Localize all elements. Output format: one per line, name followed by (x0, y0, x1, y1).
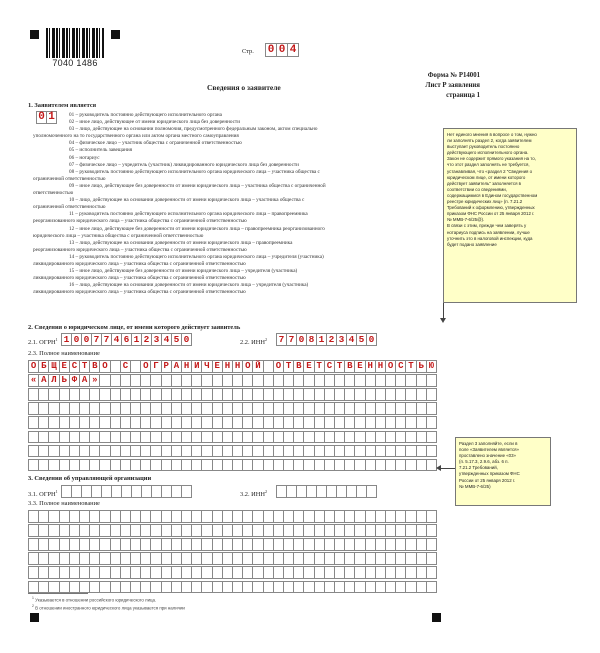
name-char-cell[interactable]: Ч (201, 360, 212, 373)
note-line: действующего исполнительного органа. (447, 150, 529, 156)
footnote-2 (32, 604, 185, 610)
name-char-cell[interactable]: С (120, 360, 131, 373)
note-line: действует заявитель" заполняется в (447, 180, 521, 186)
sheet-label: Лист Р заявления (425, 82, 480, 89)
applicant-option: 03 – лицо, действующее на основании полномочия, предусмотренного федеральным законом, актом специально (69, 126, 318, 133)
ogrn-digit[interactable]: 3 (151, 333, 162, 346)
applicant-options-list (33, 112, 434, 296)
ogrn-digit[interactable]: 7 (101, 333, 112, 346)
corner-marker-bottom-right (432, 613, 441, 622)
applicant-option: 12 – иное лицо, действующее без доверенности от имени юридического лица – правопреемника реорганизованного (69, 225, 325, 232)
applicant-option: 08 – руководитель постоянно действующего исполнительного органа юридического лица – участника общества с (69, 168, 320, 175)
applicant-option: 05 – исполнитель завещания (69, 147, 133, 154)
name-char-cell[interactable]: О (385, 360, 396, 373)
page-number-digit: 0 (276, 43, 288, 57)
ogrn-footnote-mark: 1 (55, 489, 58, 494)
note-line: Требований к оформлению, утвержденных (447, 205, 535, 211)
note-line: № ММВ-7-6/25) (459, 483, 491, 489)
note-arrow-head-icon (436, 465, 441, 471)
note-line: 7.21.2 Требований, (459, 465, 498, 471)
applicant-code-cells[interactable] (36, 111, 56, 124)
ogrn-digit[interactable]: 6 (121, 333, 132, 346)
inn-digit[interactable]: 0 (366, 333, 377, 346)
applicant-option: ликвидированного юридического лица – участника общества с ограниченной ответственностью (33, 289, 246, 296)
note-line: (п. 5.17.3, 2.9.6, абз. 6 п. (459, 459, 509, 465)
ogrn-digit[interactable]: 5 (171, 333, 182, 346)
sheet-page: страница 1 (446, 92, 480, 99)
name-char-cell[interactable]: Ь (59, 374, 70, 387)
section3-title: 3. Сведения об управляющей организации (28, 475, 152, 482)
name-char-cell[interactable] (426, 581, 437, 594)
ogrn-footnote-mark: 1 (55, 337, 58, 342)
applicant-option: юридического лица – участника общества с ограниченной ответственностью (33, 232, 204, 239)
name-char-cell[interactable]: Т (334, 360, 345, 373)
inn-label (240, 337, 267, 346)
name-char-cell[interactable]: Т (314, 360, 325, 373)
applicant-option: 07 – физическое лицо – учредитель (участник) ликвидированного юридического лица без доверенности (69, 161, 299, 168)
name-char-cell[interactable]: О (28, 360, 39, 373)
name-char-cell[interactable]: С (395, 360, 406, 373)
applicant-option: 04 – физическое лицо – участник общества с ограниченной ответственностью (69, 140, 242, 147)
footnote-mark: 2 (32, 604, 34, 608)
note-line: Закон не содержит прямого указания на то, (447, 156, 536, 162)
name-char-cell[interactable] (426, 388, 437, 401)
inn-footnote-mark: 2 (265, 489, 268, 494)
inn-digit[interactable]: 8 (306, 333, 317, 346)
name-char-cell[interactable]: Е (59, 360, 70, 373)
applicant-option: 15 – иное лицо, действующее без доверенности от имени юридического лица – учредителя (участника) (69, 268, 298, 275)
name-char-cell[interactable]: О (242, 360, 253, 373)
note-line: поле «Заявителем является» (459, 447, 519, 453)
note-line: реестре юридических лиц» (п. 7.21.2 (447, 199, 523, 205)
applicant-option: ликвидированного юридического лица – участника общества с ограниченной ответственностью (33, 260, 246, 267)
applicant-option: 10 – лицо, действующее на основании доверенности от имени юридического лица – участника общества с (69, 197, 305, 204)
applicant-option: ответственностью (33, 190, 74, 197)
inn-digit[interactable]: 5 (356, 333, 367, 346)
section2-title: 2. Сведения о юридическом лице, от имени которого действует заявитель (28, 324, 241, 331)
comment-note-section2 (443, 128, 577, 303)
applicant-code-digit[interactable]: 1 (46, 111, 57, 124)
name-char-cell[interactable] (426, 374, 437, 387)
name-char-cell[interactable]: Л (48, 374, 59, 387)
section1-title: 1. Заявителем является (28, 102, 97, 109)
applicant-option: ликвидированного юридического лица – участника общества с ограниченной ответственностью (33, 275, 246, 282)
name-char-cell[interactable]: С (324, 360, 335, 373)
ogrn-digit[interactable]: 4 (161, 333, 172, 346)
name-char-cell[interactable] (426, 566, 437, 579)
name-char-cell[interactable] (426, 431, 437, 444)
ogrn-label-text: 2.1. ОГРН (28, 339, 56, 347)
name-char-cell[interactable]: Е (303, 360, 314, 373)
name-char-cell[interactable]: И (191, 360, 202, 373)
applicant-option: 06 – нотариус (69, 154, 100, 161)
full-name-label: 2.3. Полное наименование (28, 350, 100, 357)
footnote-1 (32, 596, 156, 602)
note-line: выступает руководитель постоянно (447, 144, 520, 150)
name-char-cell[interactable]: Г (150, 360, 161, 373)
applicant-option: 16 – лицо, действующее на основании доверенности от имени юридического лица – учредителя (участника) (69, 282, 309, 289)
inn-digit[interactable]: 4 (346, 333, 357, 346)
ogrn-label-text: 3.1. ОГРН (28, 491, 56, 499)
note-line: Раздел 3 заполняйте, если в (459, 441, 518, 446)
note-line: юридическом лице, от имени которого (447, 174, 526, 180)
name-char-cell[interactable] (426, 552, 437, 565)
note-line: ли заполнять раздел 2, когда заявителем (447, 138, 532, 144)
inn-digit[interactable]: 2 (326, 333, 337, 346)
page-title: Сведения о заявителе (207, 83, 281, 92)
ogrn-cells[interactable] (61, 333, 191, 346)
applicant-option: ограниченной ответственностью (33, 175, 106, 182)
note-line: России от 25 января 2012 г. (459, 477, 516, 483)
inn-label-text: 2.2. ИНН (240, 339, 266, 347)
note-line: проставлено значение «03» (459, 453, 517, 459)
ogrn-digit[interactable]: 0 (181, 333, 192, 346)
name-char-cell[interactable]: Н (181, 360, 192, 373)
applicant-option: 09 – иное лицо, действующее без доверенности от имени юридического лица – участника общества с ограниченной (69, 182, 326, 189)
ogrn-digit[interactable]: 0 (81, 333, 92, 346)
applicant-option: уполномоченного на то государственного органа или актом органа местного самоуправления (33, 133, 239, 140)
name-char-cell[interactable]: Е (212, 360, 223, 373)
empty-digit-cell[interactable] (181, 485, 192, 498)
barcode-number: 7040 1486 (52, 58, 98, 68)
name-char-cell[interactable]: О (140, 360, 151, 373)
name-char-cell[interactable]: « (28, 374, 39, 387)
ogrn-digit[interactable]: 1 (131, 333, 142, 346)
footnote-text: В отношении иностранного юридического лица указывается при наличии (35, 605, 185, 611)
name-char-cell[interactable]: В (89, 360, 100, 373)
name-char-cell[interactable]: Н (222, 360, 233, 373)
note-line: приказом ФНС России от 25 января 2012 г. (447, 211, 535, 217)
inn-digit[interactable]: 0 (296, 333, 307, 346)
name-char-cell[interactable]: Т (79, 360, 90, 373)
note-line: утвержденных приказом ФНС (459, 471, 520, 477)
name-char-cell[interactable]: Ф (69, 374, 80, 387)
name-char-cell[interactable] (426, 538, 437, 551)
name-char-cell[interactable]: » (89, 374, 100, 387)
name-char-cell[interactable]: Е (354, 360, 365, 373)
page-number-digit: 0 (265, 43, 277, 57)
comment-note-section3 (455, 437, 551, 506)
name-char-cell[interactable]: Й (252, 360, 263, 373)
page-number-digit: 4 (287, 43, 299, 57)
inn-cells[interactable] (276, 333, 376, 346)
corner-marker-top-right (111, 30, 120, 39)
name-char-cell[interactable]: О (99, 360, 110, 373)
note-line: соответствии со сведениями, (447, 186, 507, 192)
name-char-cell[interactable] (426, 445, 437, 458)
note-line: В связи с этим, прежде чем заверять у (447, 223, 527, 229)
name-char-cell[interactable]: А (171, 360, 182, 373)
page-label: Стр. (242, 48, 254, 55)
full-name-label: 3.3. Полное наименование (28, 500, 100, 507)
barcode (46, 28, 104, 58)
footnote-text: Указывается в отношении российского юридического лица. (35, 597, 157, 603)
inn-footnote-mark: 2 (265, 337, 268, 342)
management-ogrn-cells[interactable] (61, 485, 191, 498)
name-char-cell[interactable]: А (79, 374, 90, 387)
note-line: что этот раздел заполнять не требуется, (447, 162, 530, 168)
note-line: содержащимися в Едином государственном (447, 192, 538, 198)
ogrn-label (28, 337, 58, 346)
management-inn-cells[interactable] (276, 485, 376, 498)
empty-digit-cell[interactable] (366, 485, 377, 498)
name-char-cell[interactable]: В (344, 360, 355, 373)
note-arrow-line (440, 468, 455, 469)
inn-digit[interactable]: 1 (316, 333, 327, 346)
applicant-option: 11 – руководитель постоянно действующего исполнительного органа юридического лица – правопреемника (69, 211, 308, 218)
ogrn-digit[interactable]: 7 (91, 333, 102, 346)
name-char-cell[interactable]: Б (38, 360, 49, 373)
applicant-option: реорганизованного юридического лица – участника общества с ограниченной ответственностью (33, 246, 247, 253)
note-line: Нет единого мнения в вопросе о том, нужно (447, 132, 537, 137)
name-char-cell[interactable]: Ь (416, 360, 427, 373)
form-number: Форма № Р14001 (427, 72, 480, 79)
note-line: будет подано заявление (447, 241, 497, 247)
name-char-cell[interactable]: С (69, 360, 80, 373)
inn-digit[interactable]: 7 (276, 333, 287, 346)
name-char-cell[interactable] (426, 402, 437, 415)
inn-digit[interactable]: 7 (286, 333, 297, 346)
corner-marker-bottom-left (30, 613, 39, 622)
applicant-option: ограниченной ответственностью (33, 204, 106, 211)
corner-marker-top-left (30, 30, 39, 39)
applicant-option: 13 – лицо, действующее на основании доверенности от имени юридического лица – правопреемника (69, 239, 293, 246)
name-char-cell[interactable]: Ю (426, 360, 437, 373)
name-char-cell[interactable]: Н (365, 360, 376, 373)
inn-label-text: 3.2. ИНН (240, 491, 266, 499)
footnote-divider (28, 593, 88, 594)
name-char-cell[interactable] (426, 510, 437, 523)
name-char-cell[interactable]: Н (232, 360, 243, 373)
name-char-cell[interactable]: Т (405, 360, 416, 373)
name-char-cell[interactable]: В (293, 360, 304, 373)
applicant-option: 01 – руководитель постоянно действующего исполнительного органа (69, 112, 222, 118)
inn-digit[interactable]: 3 (336, 333, 347, 346)
note-line: № ММВ-7-6/25@). (447, 217, 485, 223)
ogrn-label (28, 489, 58, 498)
applicant-option: реорганизованного юридического лица – участника общества с ограниченной ответственностью (33, 218, 247, 225)
name-char-cell[interactable]: Т (283, 360, 294, 373)
name-char-cell[interactable]: А (38, 374, 49, 387)
ogrn-digit[interactable]: 1 (61, 333, 72, 346)
applicant-option: 14 – руководитель постоянно действующего исполнительного органа юридического лица – учредителя (участника) (69, 253, 324, 260)
footnote-mark: 1 (32, 596, 34, 600)
note-line: уточнить это в налоговой инспекции, куда (447, 235, 533, 241)
page-number-cells (265, 43, 298, 57)
applicant-code-digit[interactable]: 0 (36, 111, 47, 124)
name-char-cell[interactable] (426, 524, 437, 537)
name-char-cell[interactable] (426, 416, 437, 429)
ogrn-digit[interactable]: 2 (141, 333, 152, 346)
name-char-cell[interactable]: Щ (48, 360, 59, 373)
name-char-cell[interactable]: Н (375, 360, 386, 373)
ogrn-digit[interactable]: 4 (111, 333, 122, 346)
inn-label (240, 489, 267, 498)
name-char-cell[interactable]: О (273, 360, 284, 373)
note-arrow-head-icon (440, 318, 446, 323)
applicant-option: 02 – иное лицо, действующее от имени юридического лица без доверенности (69, 119, 240, 126)
note-line: устанавливая, что «раздел 2 "Сведения о (447, 168, 533, 174)
name-char-cell[interactable]: Р (161, 360, 172, 373)
note-line: нотариуса подпись на заявлении, лучше (447, 229, 530, 235)
ogrn-digit[interactable]: 0 (71, 333, 82, 346)
